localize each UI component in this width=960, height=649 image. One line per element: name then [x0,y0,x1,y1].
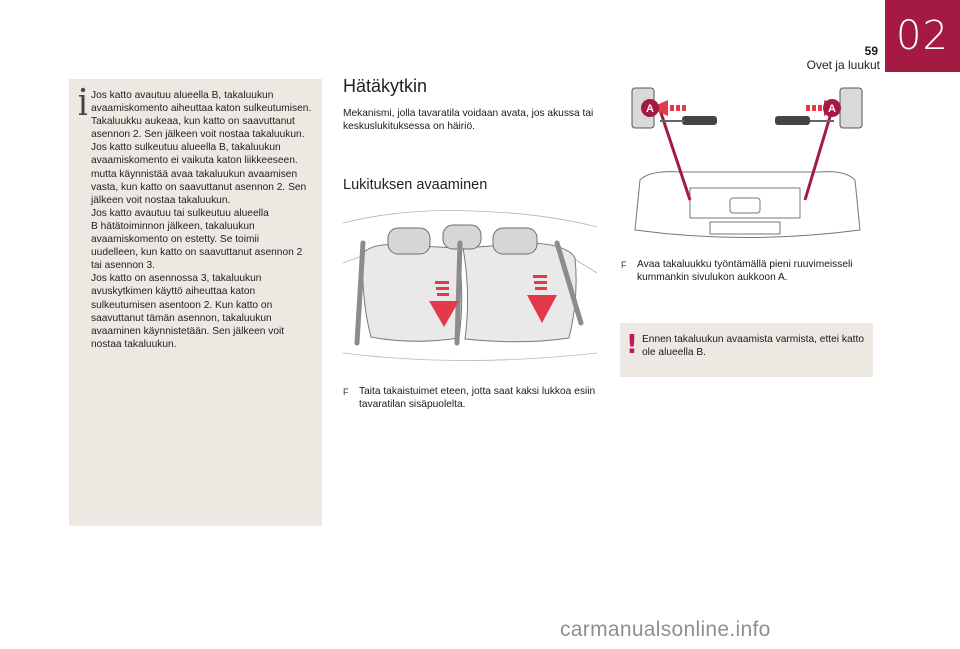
info-text: Jos katto avautuu alueella B, takaluukun avaamiskomento aiheuttaa katon sulkeutumisen. Takaluukku aukeaa, kun katto on saavuttanut asennon 2. Sen jälkeen voit nostaa takaluukun. Jos katto sulkeutuu alueella B, takaluukun avaamiskomento ei vaikuta katon liikkeeseen. mutta käynnistää avaa takaluukun avaamisen vasta, kun katto on saavuttanut asennon 2. Sen jälkeen voit nostaa takaluukun. Jos katto avautuu tai sulkeutuu alueella B hätätoiminnon jälkeen, takaluukun avaamiskomento on estetty. Se toimii uudelleen, kun katto on saavuttanut asennon 2 tai asennon 3. Jos katto on asennossa 3, takaluukun avuskytkimen käyttö aiheuttaa katon sulkeutumisen asentoon 2. Kun katto on saavuttanut tämän asennon, takaluukun avaaminen käynnistetään. Sen jälkeen voit nostaa takaluukun. [91,90,312,350]
callout-a-left-label: A [646,103,654,115]
warning-icon: ! [626,330,638,360]
section-title: Ovet ja luukut [806,58,880,72]
page-number: 59 [864,44,878,58]
chapter-number: 02 [896,13,949,59]
bullet-marker: F [343,387,349,397]
screwdriver-right-handle [775,116,810,125]
seat-back-left [363,245,462,342]
step-fold-seats: Taita takaistuimet eteen, jotta saat kaksi lukkoa esiin tavaratilan sisäpuolelta. [359,386,596,411]
step-open-tailgate: Avaa takaluukku työntämällä pieni ruuvimeisseli kummankin sivulukon aukkoon A. [637,259,853,284]
watermark: carmanualsonline.info [560,618,771,641]
callout-a-right-label: A [828,103,836,115]
info-icon [76,86,90,116]
intro-paragraph: Mekanismi, jolla tavaratila voidaan avata, jos akussa tai keskuslukituksessa on häiriö. [343,108,594,132]
warning-text: Ennen takaluukun avaamista varmista, ettei katto ole alueella B. [642,334,864,359]
headrest-left [388,228,430,254]
tailgate-illustration [620,80,873,248]
headrest-right [493,228,537,254]
side-lock-right [840,88,862,128]
screwdriver-left-handle [682,116,717,125]
subheading: Lukituksen avaaminen [343,177,488,193]
seatbelt-center [457,243,460,343]
bullet-marker: F [621,260,627,270]
page-title: Hätäkytkin [343,76,428,96]
rear-seat-illustration [343,203,597,375]
chapter-tab [885,0,960,72]
